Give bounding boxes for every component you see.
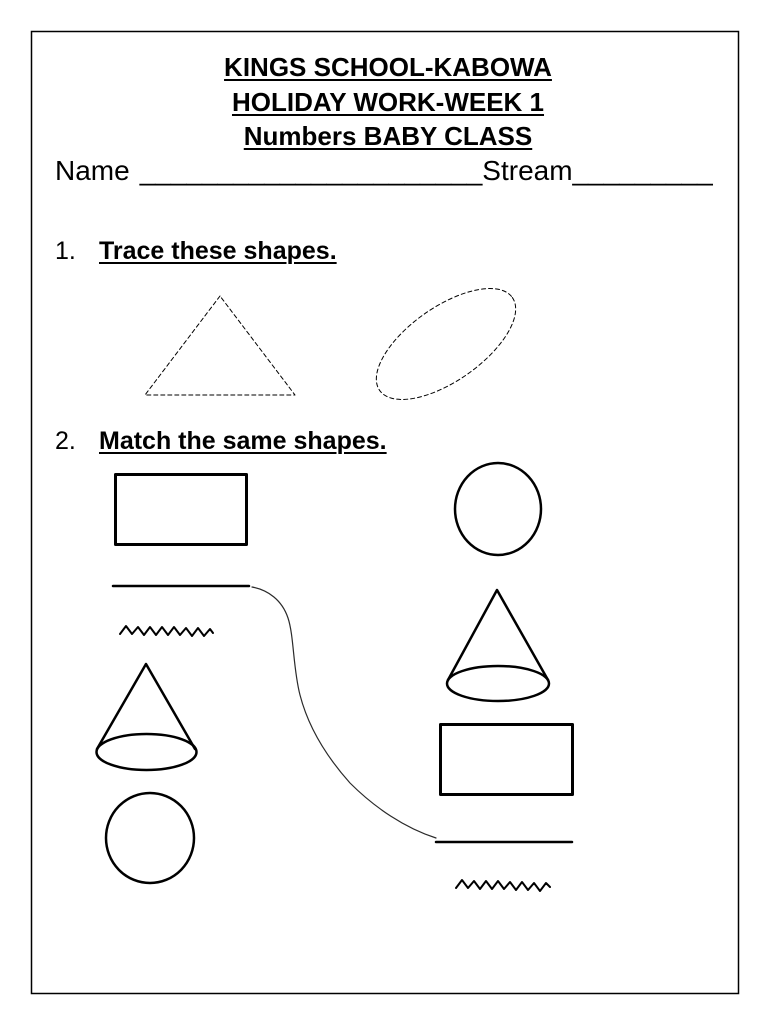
question-1: [55, 239, 337, 264]
cone-base: [447, 666, 549, 701]
school-name: KINGS SCHOOL-KABOWA: [224, 52, 552, 82]
name-label: Name: [55, 155, 130, 186]
cone-icon: [447, 590, 549, 701]
cone-sides: [97, 664, 195, 749]
zigzag-icon: [120, 626, 213, 636]
stream-label: Stream: [482, 155, 573, 186]
trace-shapes: [145, 267, 534, 421]
circle-icon: [455, 463, 541, 555]
question-text: Match the same shapes.: [99, 427, 387, 455]
stream-blank: _________: [572, 155, 713, 186]
cone-sides: [448, 590, 548, 680]
rectangle-icon: [116, 475, 247, 545]
match-right-column: [436, 463, 573, 891]
rectangle-icon: [441, 725, 573, 795]
dashed-oval-icon: [358, 267, 533, 421]
question-number: 1.: [55, 237, 76, 265]
match-left-column: [97, 475, 250, 884]
question-number: 2.: [55, 427, 76, 455]
circle-icon: [106, 793, 194, 883]
student-details-line: [55, 157, 713, 185]
cone-base: [97, 734, 197, 770]
name-blank: ______________________: [139, 155, 483, 186]
dashed-triangle-icon: [145, 296, 295, 395]
drawn-match-line: [252, 587, 436, 838]
zigzag-icon: [456, 880, 550, 891]
worksheet-title: HOLIDAY WORK-WEEK 1: [231, 87, 545, 117]
cone-icon: [97, 664, 197, 770]
worksheet-subject: Numbers BABY CLASS: [243, 121, 533, 151]
question-2: [55, 429, 387, 454]
question-text: Trace these shapes.: [99, 237, 337, 265]
